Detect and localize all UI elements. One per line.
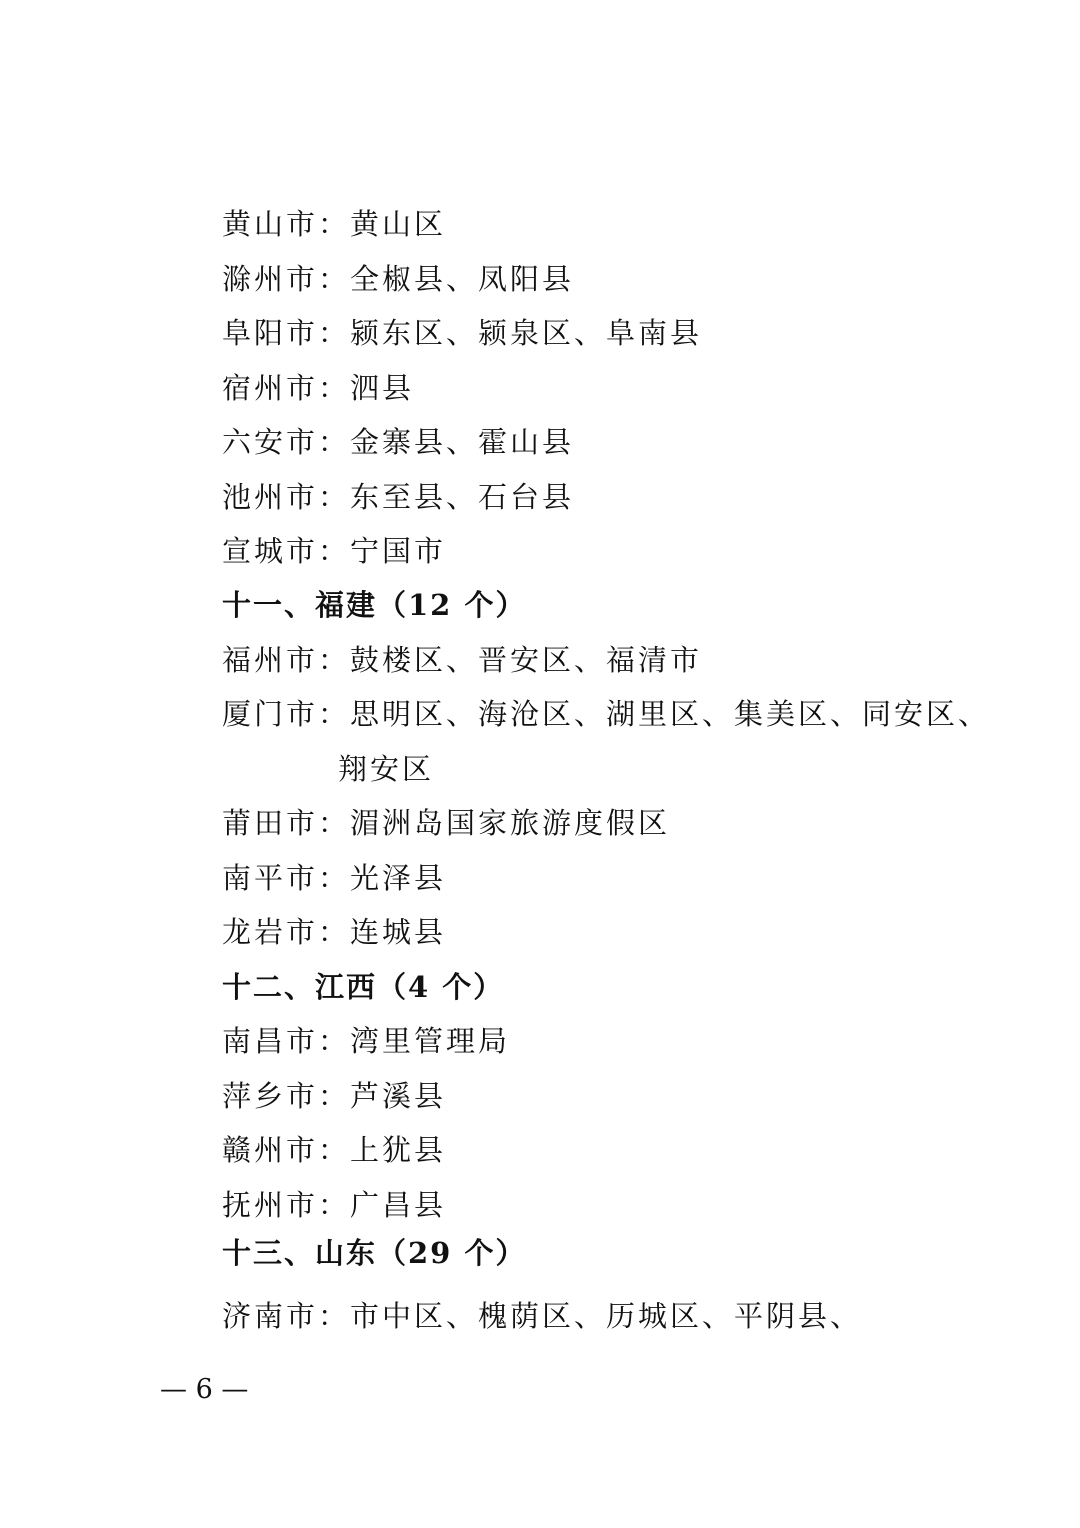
list-item [222,858,446,898]
city-name: 龙岩市： [222,915,351,949]
list-item-continuation [338,749,434,789]
city-name: 黄山市： [222,207,351,241]
city-name: 莆田市： [222,806,351,840]
section-heading-jiangxi: 十二、江西（4 个） [222,970,505,1004]
district-list: 湾里管理局 [350,1024,511,1058]
city-name: 宣城市： [222,534,351,568]
list-item [222,803,670,843]
section-heading-fujian: 十一、福建（12 个） [222,588,527,622]
list-item [222,368,414,408]
district-list: 芦溪县 [350,1079,447,1113]
list-item [222,1185,446,1225]
section-heading-shandong: 十三、山东（29 个） [222,1236,527,1270]
district-list: 鼓楼区、晋安区、福清市 [350,643,703,677]
list-item [222,694,990,734]
district-list: 泗县 [350,371,415,405]
city-name: 阜阳市： [222,316,351,350]
city-name: 南平市： [222,861,351,895]
city-name: 萍乡市： [222,1079,351,1113]
district-list: 宁国市 [350,534,447,568]
city-name: 南昌市： [222,1024,351,1058]
list-item [222,477,574,517]
list-item [222,1076,446,1116]
city-name: 福州市： [222,643,351,677]
city-name: 抚州市： [222,1188,351,1222]
district-list: 思明区、海沧区、湖里区、集美区、同安区、 [350,697,991,731]
district-list: 翔安区 [338,752,435,786]
district-list: 连城县 [350,915,447,949]
district-list: 湄洲岛国家旅游度假区 [350,806,671,840]
list-item [222,1021,510,1061]
district-list: 金寨县、霍山县 [350,425,575,459]
district-list: 光泽县 [350,861,447,895]
district-list: 上犹县 [350,1133,447,1167]
list-item [222,1130,446,1170]
city-name: 厦门市： [222,697,351,731]
district-list: 黄山区 [350,207,447,241]
list-item [222,912,446,952]
city-name: 池州市： [222,480,351,514]
list-item [222,204,446,244]
city-name: 滁州市： [222,262,351,296]
district-list: 全椒县、凤阳县 [350,262,575,296]
district-list: 东至县、石台县 [350,480,575,514]
list-item [222,640,702,680]
list-item [222,259,574,299]
district-list: 广昌县 [350,1188,447,1222]
district-list: 颍东区、颍泉区、阜南县 [350,316,703,350]
city-name: 宿州市： [222,371,351,405]
page-number: — 6 — [160,1374,249,1405]
list-item [222,422,574,462]
list-item [222,531,446,571]
list-item [222,313,702,353]
list-item [222,1296,862,1336]
district-list: 市中区、槐荫区、历城区、平阴县、 [350,1299,863,1333]
city-name: 济南市： [222,1299,351,1333]
city-name: 六安市： [222,425,351,459]
city-name: 赣州市： [222,1133,351,1167]
